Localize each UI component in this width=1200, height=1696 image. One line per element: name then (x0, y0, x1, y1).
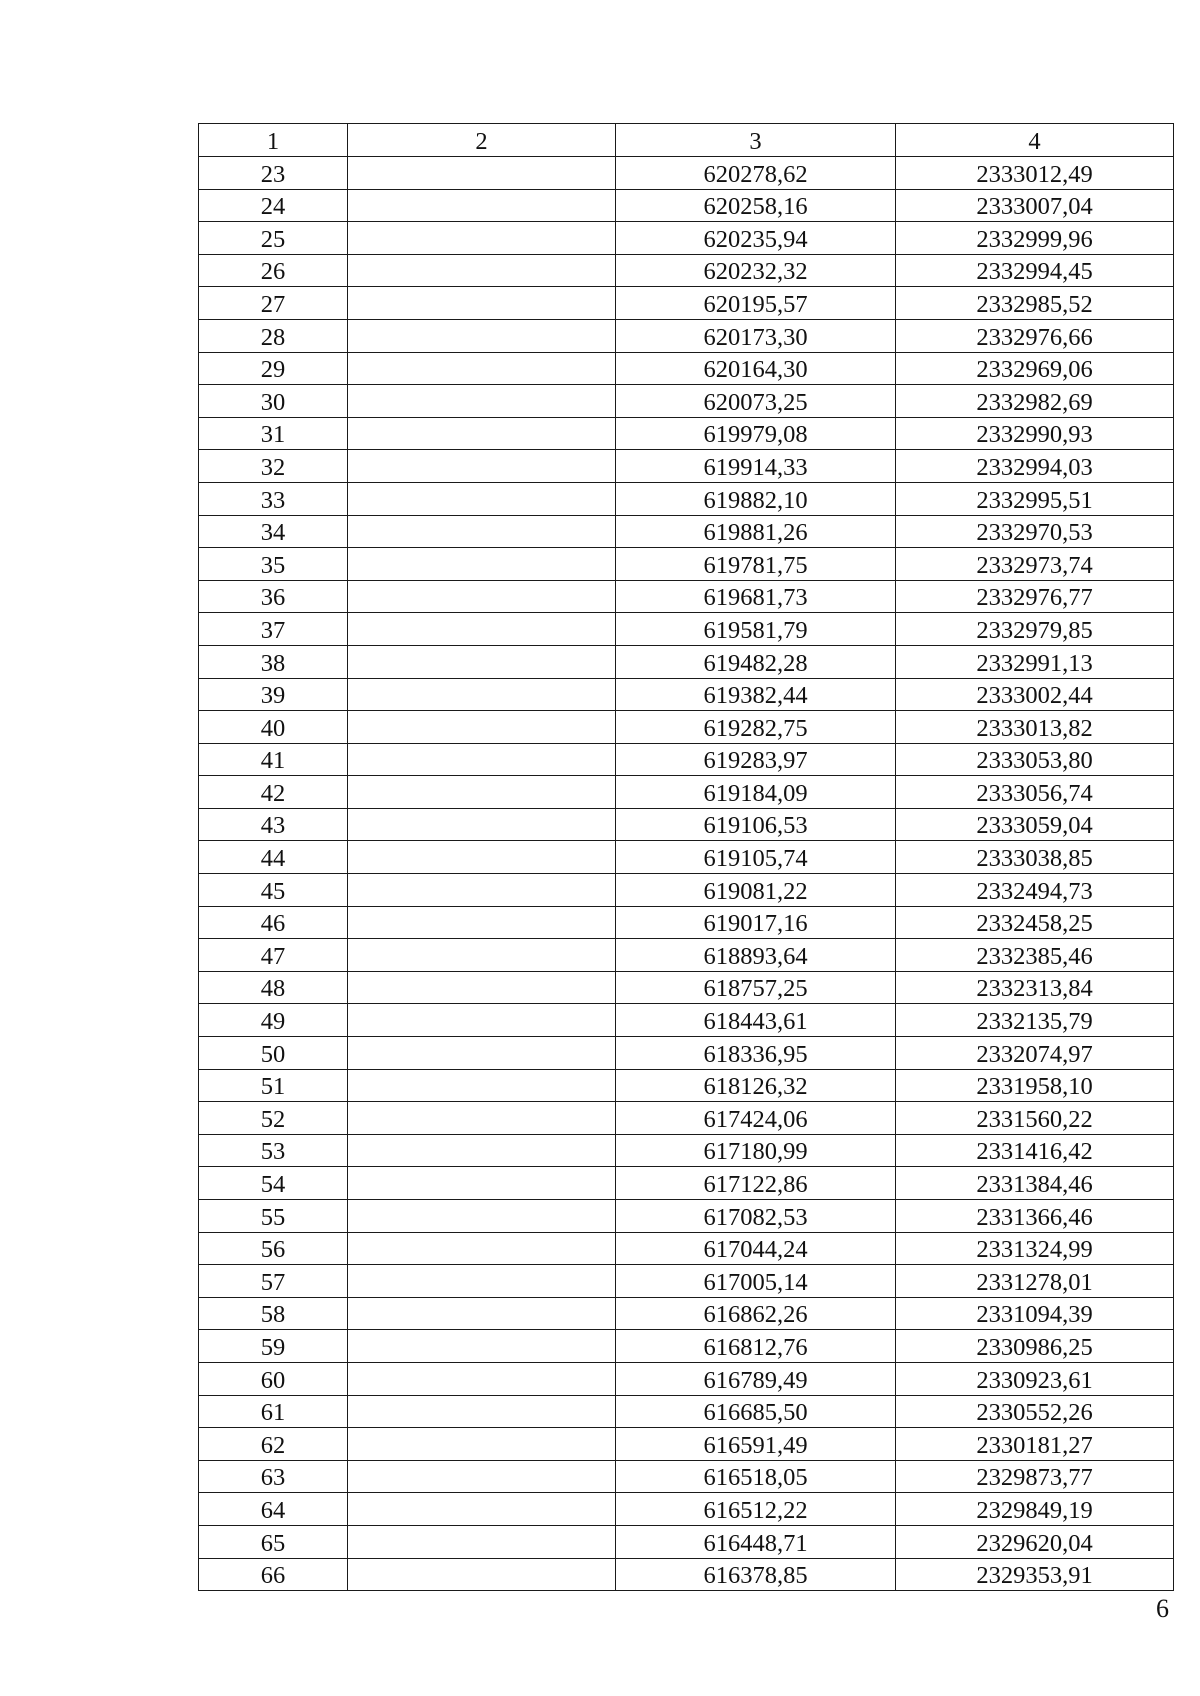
y-coordinate-cell: 2332313,84 (896, 971, 1174, 1004)
x-coordinate-cell: 619017,16 (616, 906, 896, 939)
description-cell (348, 548, 616, 581)
point-number-cell: 39 (199, 678, 348, 711)
table-row (199, 1460, 1174, 1493)
y-coordinate-cell: 2332979,85 (896, 613, 1174, 646)
table-row (199, 482, 1174, 515)
y-coordinate-cell: 2332976,66 (896, 319, 1174, 352)
point-number-cell: 48 (199, 971, 348, 1004)
description-cell (348, 808, 616, 841)
x-coordinate-cell: 619581,79 (616, 613, 896, 646)
description-cell (348, 515, 616, 548)
description-cell (348, 352, 616, 385)
description-cell (348, 450, 616, 483)
column-header-4: 4 (896, 124, 1174, 157)
y-coordinate-cell: 2331384,46 (896, 1167, 1174, 1200)
y-coordinate-cell: 2332994,45 (896, 254, 1174, 287)
table-row (199, 450, 1174, 483)
y-coordinate-cell: 2333038,85 (896, 841, 1174, 874)
x-coordinate-cell: 620164,30 (616, 352, 896, 385)
y-coordinate-cell: 2331366,46 (896, 1200, 1174, 1233)
description-cell (348, 939, 616, 972)
table-row (199, 548, 1174, 581)
point-number-cell: 36 (199, 580, 348, 613)
y-coordinate-cell: 2332969,06 (896, 352, 1174, 385)
description-cell (348, 971, 616, 1004)
description-cell (348, 1102, 616, 1135)
x-coordinate-cell: 620173,30 (616, 319, 896, 352)
table-row (199, 906, 1174, 939)
table-row (199, 613, 1174, 646)
table-row (199, 515, 1174, 548)
y-coordinate-cell: 2333007,04 (896, 189, 1174, 222)
point-number-cell: 27 (199, 287, 348, 320)
table-row (199, 1134, 1174, 1167)
y-coordinate-cell: 2332995,51 (896, 482, 1174, 515)
table-row (199, 1493, 1174, 1526)
point-number-cell: 24 (199, 189, 348, 222)
point-number-cell: 52 (199, 1102, 348, 1135)
description-cell (348, 385, 616, 418)
point-number-cell: 50 (199, 1037, 348, 1070)
table-row (199, 385, 1174, 418)
x-coordinate-cell: 616685,50 (616, 1395, 896, 1428)
x-coordinate-cell: 618336,95 (616, 1037, 896, 1070)
description-cell (348, 254, 616, 287)
point-number-cell: 40 (199, 711, 348, 744)
x-coordinate-cell: 619781,75 (616, 548, 896, 581)
table-row (199, 1004, 1174, 1037)
y-coordinate-cell: 2333059,04 (896, 808, 1174, 841)
coordinates-table (198, 123, 1174, 1591)
y-coordinate-cell: 2332973,74 (896, 548, 1174, 581)
y-coordinate-cell: 2330986,25 (896, 1330, 1174, 1363)
description-cell (348, 157, 616, 190)
y-coordinate-cell: 2332074,97 (896, 1037, 1174, 1070)
point-number-cell: 61 (199, 1395, 348, 1428)
y-coordinate-cell: 2332990,93 (896, 417, 1174, 450)
description-cell (348, 906, 616, 939)
y-coordinate-cell: 2332999,96 (896, 222, 1174, 255)
table-row (199, 1558, 1174, 1591)
table-row (199, 678, 1174, 711)
table-row (199, 1167, 1174, 1200)
header-row (199, 124, 1174, 157)
y-coordinate-cell: 2331416,42 (896, 1134, 1174, 1167)
y-coordinate-cell: 2332994,03 (896, 450, 1174, 483)
table-row (199, 874, 1174, 907)
point-number-cell: 56 (199, 1232, 348, 1265)
table-row (199, 1395, 1174, 1428)
x-coordinate-cell: 619282,75 (616, 711, 896, 744)
x-coordinate-cell: 616862,26 (616, 1297, 896, 1330)
table-row (199, 1297, 1174, 1330)
y-coordinate-cell: 2332991,13 (896, 645, 1174, 678)
y-coordinate-cell: 2332135,79 (896, 1004, 1174, 1037)
point-number-cell: 53 (199, 1134, 348, 1167)
x-coordinate-cell: 618443,61 (616, 1004, 896, 1037)
table-header (199, 124, 1174, 157)
table-row (199, 1525, 1174, 1558)
y-coordinate-cell: 2330181,27 (896, 1428, 1174, 1461)
description-cell (348, 613, 616, 646)
description-cell (348, 841, 616, 874)
table-row (199, 776, 1174, 809)
point-number-cell: 47 (199, 939, 348, 972)
y-coordinate-cell: 2333056,74 (896, 776, 1174, 809)
point-number-cell: 59 (199, 1330, 348, 1363)
point-number-cell: 42 (199, 776, 348, 809)
description-cell (348, 580, 616, 613)
y-coordinate-cell: 2331278,01 (896, 1265, 1174, 1298)
x-coordinate-cell: 617424,06 (616, 1102, 896, 1135)
table-row (199, 841, 1174, 874)
y-coordinate-cell: 2331324,99 (896, 1232, 1174, 1265)
description-cell (348, 1362, 616, 1395)
x-coordinate-cell: 616518,05 (616, 1460, 896, 1493)
point-number-cell: 58 (199, 1297, 348, 1330)
x-coordinate-cell: 619979,08 (616, 417, 896, 450)
description-cell (348, 319, 616, 352)
table-row (199, 222, 1174, 255)
point-number-cell: 45 (199, 874, 348, 907)
point-number-cell: 65 (199, 1525, 348, 1558)
table-row (199, 1232, 1174, 1265)
table-row (199, 971, 1174, 1004)
y-coordinate-cell: 2329873,77 (896, 1460, 1174, 1493)
description-cell (348, 874, 616, 907)
description-cell (348, 482, 616, 515)
y-coordinate-cell: 2332982,69 (896, 385, 1174, 418)
point-number-cell: 25 (199, 222, 348, 255)
description-cell (348, 1069, 616, 1102)
point-number-cell: 34 (199, 515, 348, 548)
table-row (199, 580, 1174, 613)
description-cell (348, 417, 616, 450)
description-cell (348, 645, 616, 678)
y-coordinate-cell: 2331560,22 (896, 1102, 1174, 1135)
table-row (199, 1102, 1174, 1135)
y-coordinate-cell: 2332985,52 (896, 287, 1174, 320)
description-cell (348, 1200, 616, 1233)
point-number-cell: 23 (199, 157, 348, 190)
y-coordinate-cell: 2332458,25 (896, 906, 1174, 939)
y-coordinate-cell: 2331958,10 (896, 1069, 1174, 1102)
table-row (199, 189, 1174, 222)
table-row (199, 1265, 1174, 1298)
x-coordinate-cell: 620232,32 (616, 254, 896, 287)
point-number-cell: 44 (199, 841, 348, 874)
x-coordinate-cell: 617122,86 (616, 1167, 896, 1200)
y-coordinate-cell: 2333002,44 (896, 678, 1174, 711)
x-coordinate-cell: 619882,10 (616, 482, 896, 515)
description-cell (348, 1460, 616, 1493)
description-cell (348, 1493, 616, 1526)
point-number-cell: 26 (199, 254, 348, 287)
point-number-cell: 54 (199, 1167, 348, 1200)
x-coordinate-cell: 618893,64 (616, 939, 896, 972)
table-row (199, 1362, 1174, 1395)
table-row (199, 157, 1174, 190)
table-body (199, 157, 1174, 1591)
y-coordinate-cell: 2329849,19 (896, 1493, 1174, 1526)
y-coordinate-cell: 2332970,53 (896, 515, 1174, 548)
description-cell (348, 1330, 616, 1363)
y-coordinate-cell: 2329353,91 (896, 1558, 1174, 1591)
point-number-cell: 38 (199, 645, 348, 678)
x-coordinate-cell: 616812,76 (616, 1330, 896, 1363)
table-row (199, 1037, 1174, 1070)
description-cell (348, 1395, 616, 1428)
point-number-cell: 46 (199, 906, 348, 939)
point-number-cell: 30 (199, 385, 348, 418)
column-header-3: 3 (616, 124, 896, 157)
point-number-cell: 55 (199, 1200, 348, 1233)
table-row (199, 1428, 1174, 1461)
table-row (199, 939, 1174, 972)
table-row (199, 645, 1174, 678)
point-number-cell: 31 (199, 417, 348, 450)
x-coordinate-cell: 618757,25 (616, 971, 896, 1004)
description-cell (348, 1167, 616, 1200)
x-coordinate-cell: 616512,22 (616, 1493, 896, 1526)
point-number-cell: 35 (199, 548, 348, 581)
x-coordinate-cell: 619482,28 (616, 645, 896, 678)
y-coordinate-cell: 2333013,82 (896, 711, 1174, 744)
y-coordinate-cell: 2330552,26 (896, 1395, 1174, 1428)
table-row (199, 319, 1174, 352)
point-number-cell: 29 (199, 352, 348, 385)
point-number-cell: 33 (199, 482, 348, 515)
table-row (199, 1069, 1174, 1102)
x-coordinate-cell: 619914,33 (616, 450, 896, 483)
description-cell (348, 287, 616, 320)
point-number-cell: 63 (199, 1460, 348, 1493)
description-cell (348, 711, 616, 744)
point-number-cell: 49 (199, 1004, 348, 1037)
description-cell (348, 1004, 616, 1037)
table-row (199, 711, 1174, 744)
description-cell (348, 189, 616, 222)
table-row (199, 808, 1174, 841)
description-cell (348, 222, 616, 255)
x-coordinate-cell: 617082,53 (616, 1200, 896, 1233)
y-coordinate-cell: 2332385,46 (896, 939, 1174, 972)
table-row (199, 1200, 1174, 1233)
y-coordinate-cell: 2331094,39 (896, 1297, 1174, 1330)
point-number-cell: 41 (199, 743, 348, 776)
point-number-cell: 43 (199, 808, 348, 841)
table-row (199, 254, 1174, 287)
description-cell (348, 743, 616, 776)
page-number: 6 (1156, 1594, 1169, 1623)
description-cell (348, 1265, 616, 1298)
x-coordinate-cell: 617005,14 (616, 1265, 896, 1298)
description-cell (348, 678, 616, 711)
x-coordinate-cell: 619283,97 (616, 743, 896, 776)
table-row (199, 1330, 1174, 1363)
x-coordinate-cell: 620195,57 (616, 287, 896, 320)
description-cell (348, 776, 616, 809)
description-cell (348, 1037, 616, 1070)
x-coordinate-cell: 620073,25 (616, 385, 896, 418)
x-coordinate-cell: 617180,99 (616, 1134, 896, 1167)
x-coordinate-cell: 616789,49 (616, 1362, 896, 1395)
description-cell (348, 1232, 616, 1265)
y-coordinate-cell: 2333053,80 (896, 743, 1174, 776)
column-header-2: 2 (348, 124, 616, 157)
point-number-cell: 62 (199, 1428, 348, 1461)
description-cell (348, 1297, 616, 1330)
x-coordinate-cell: 619184,09 (616, 776, 896, 809)
x-coordinate-cell: 619106,53 (616, 808, 896, 841)
point-number-cell: 28 (199, 319, 348, 352)
column-header-1: 1 (199, 124, 348, 157)
point-number-cell: 57 (199, 1265, 348, 1298)
x-coordinate-cell: 616448,71 (616, 1525, 896, 1558)
table-row (199, 417, 1174, 450)
point-number-cell: 66 (199, 1558, 348, 1591)
x-coordinate-cell: 619382,44 (616, 678, 896, 711)
y-coordinate-cell: 2332494,73 (896, 874, 1174, 907)
table-row (199, 287, 1174, 320)
y-coordinate-cell: 2329620,04 (896, 1525, 1174, 1558)
point-number-cell: 60 (199, 1362, 348, 1395)
x-coordinate-cell: 616591,49 (616, 1428, 896, 1461)
x-coordinate-cell: 616378,85 (616, 1558, 896, 1591)
point-number-cell: 51 (199, 1069, 348, 1102)
point-number-cell: 37 (199, 613, 348, 646)
table-row (199, 743, 1174, 776)
x-coordinate-cell: 620278,62 (616, 157, 896, 190)
table-row (199, 352, 1174, 385)
x-coordinate-cell: 620258,16 (616, 189, 896, 222)
x-coordinate-cell: 619081,22 (616, 874, 896, 907)
x-coordinate-cell: 619105,74 (616, 841, 896, 874)
description-cell (348, 1428, 616, 1461)
description-cell (348, 1525, 616, 1558)
point-number-cell: 64 (199, 1493, 348, 1526)
x-coordinate-cell: 620235,94 (616, 222, 896, 255)
x-coordinate-cell: 619681,73 (616, 580, 896, 613)
description-cell (348, 1134, 616, 1167)
y-coordinate-cell: 2332976,77 (896, 580, 1174, 613)
y-coordinate-cell: 2330923,61 (896, 1362, 1174, 1395)
y-coordinate-cell: 2333012,49 (896, 157, 1174, 190)
x-coordinate-cell: 619881,26 (616, 515, 896, 548)
description-cell (348, 1558, 616, 1591)
point-number-cell: 32 (199, 450, 348, 483)
x-coordinate-cell: 617044,24 (616, 1232, 896, 1265)
x-coordinate-cell: 618126,32 (616, 1069, 896, 1102)
